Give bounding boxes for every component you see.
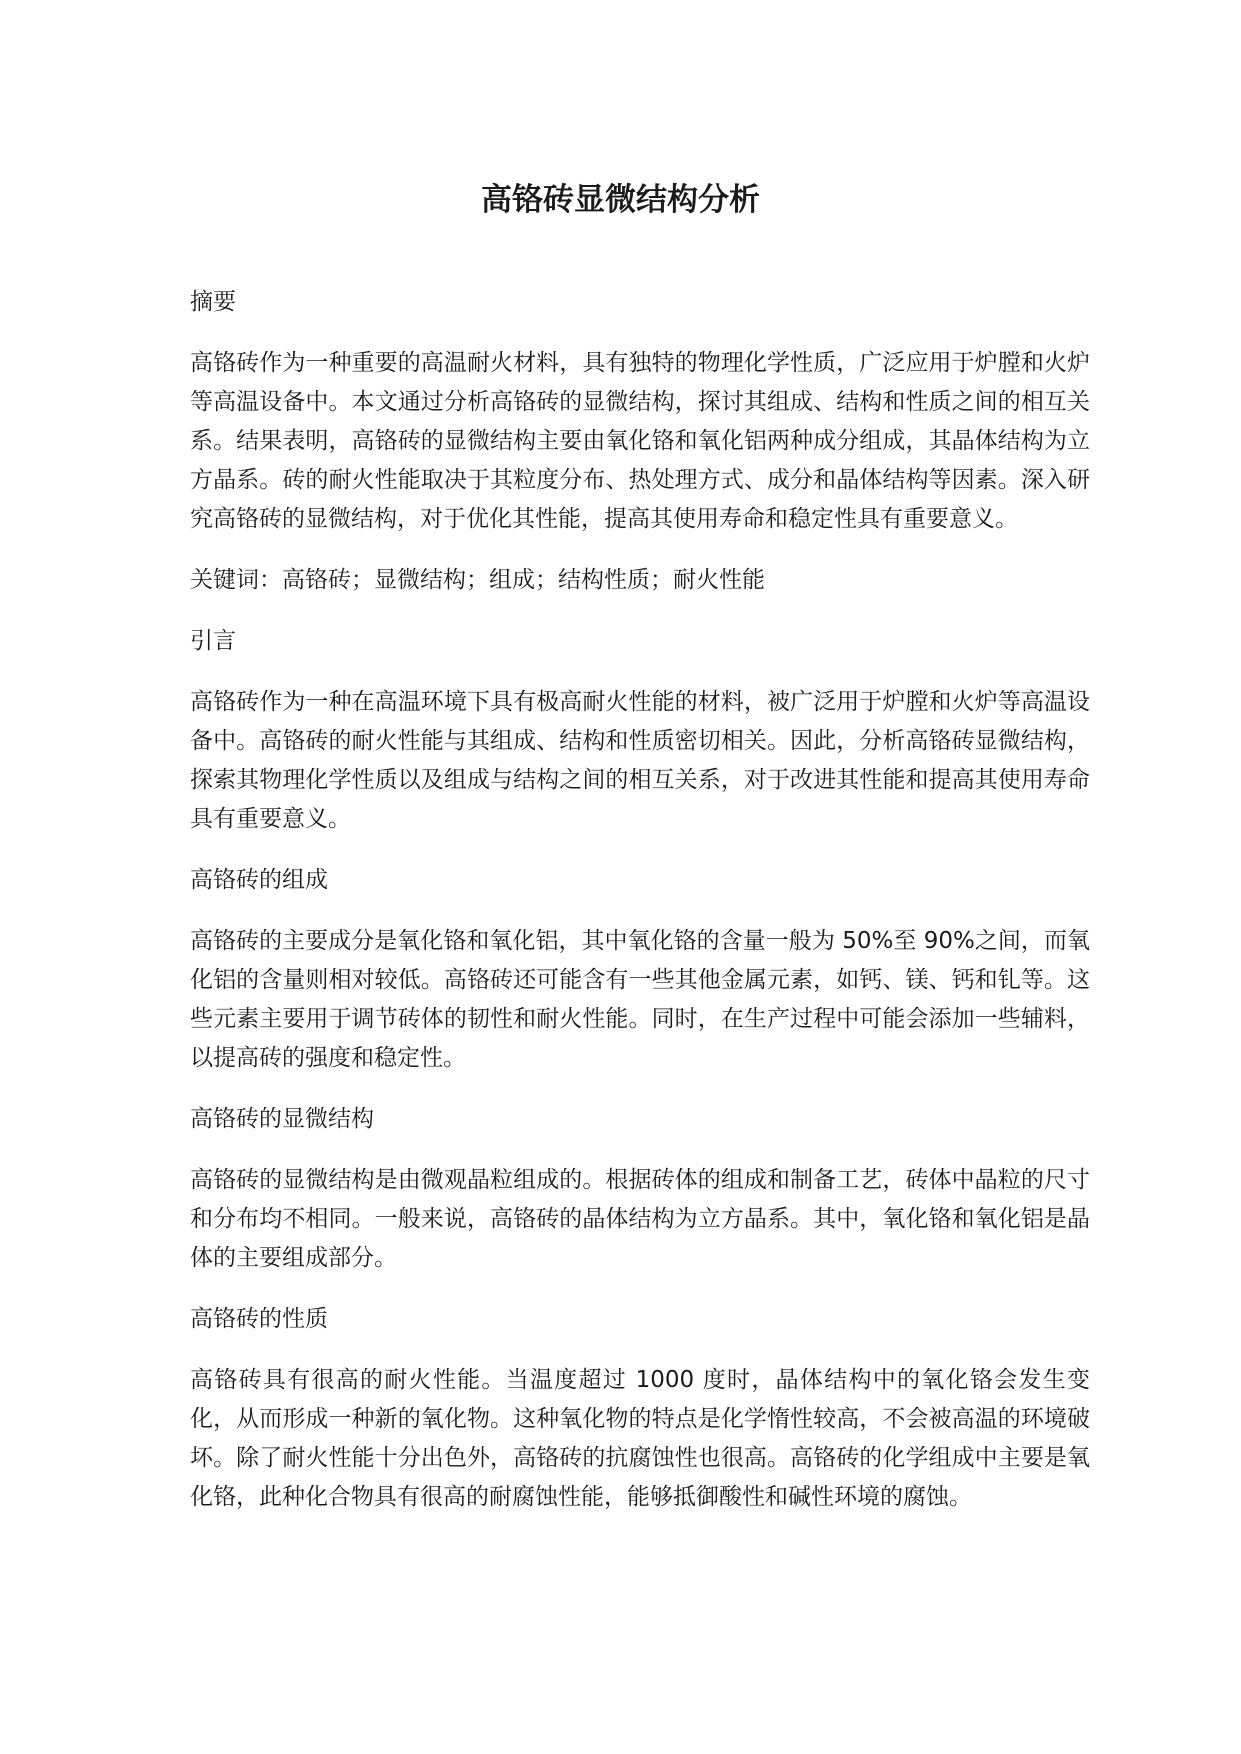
- microstructure-paragraph: 高铬砖的显微结构是由微观晶粒组成的。根据砖体的组成和制备工艺，砖体中晶粒的尺寸和分布均不相同。一般来说，高铬砖的晶体结构为立方晶系。其中，氧化铬和氧化铝是晶体的主要组成部分。: [190, 1167, 1090, 1271]
- abstract-heading: 摘要: [190, 289, 236, 315]
- document-body: [190, 283, 1090, 1539]
- document-title: 高铬砖显微结构分析: [481, 182, 760, 218]
- intro-paragraph: 高铬砖作为一种在高温环境下具有极高耐火性能的材料，被广泛用于炉膛和火炉等高温设备中。高铬砖的耐火性能与其组成、结构和性质密切相关。因此，分析高铬砖显微结构，探索其物理化学性质以及组成与结构之间的相互关系，对于改进其性能和提高其使用寿命具有重要意义。: [190, 689, 1090, 832]
- intro-heading: 引言: [190, 628, 236, 654]
- properties-paragraph: 高铬砖具有很高的耐火性能。当温度超过 1000 度时，晶体结构中的氧化铬会发生变化，从而形成一种新的氧化物。这种氧化物的特点是化学惰性较高，不会被高温的环境破坏。除了耐火性能十分出色外，高铬砖的抗腐蚀性也很高。高铬砖的化学组成中主要是氧化铬，此种化合物具有很高的耐腐蚀性能，能够抵御酸性和碱性环境的腐蚀。: [190, 1367, 1090, 1510]
- composition-paragraph: 高铬砖的主要成分是氧化铬和氧化铝，其中氧化铬的含量一般为 50%至 90%之间，而氧化铝的含量则相对较低。高铬砖还可能含有一些其他金属元素，如钙、镁、钙和钆等。这些元素主要用于调节砖体的韧性和耐火性能。同时，在生产过程中可能会添加一些辅料，以提高砖的强度和稳定性。: [190, 928, 1090, 1071]
- microstructure-heading: 高铬砖的显微结构: [190, 1106, 374, 1132]
- keywords-line: 关键词：高铬砖；显微结构；组成；结构性质；耐火性能: [190, 567, 765, 593]
- abstract-paragraph: 高铬砖作为一种重要的高温耐火材料，具有独特的物理化学性质，广泛应用于炉膛和火炉等高温设备中。本文通过分析高铬砖的显微结构，探讨其组成、结构和性质之间的相互关系。结果表明，高铬砖的显微结构主要由氧化铬和氧化铝两种成分组成，其晶体结构为立方晶系。砖的耐火性能取决于其粒度分布、热处理方式、成分和晶体结构等因素。深入研究高铬砖的显微结构，对于优化其性能，提高其使用寿命和稳定性具有重要意义。: [190, 350, 1090, 532]
- composition-heading: 高铬砖的组成: [190, 867, 328, 893]
- properties-heading: 高铬砖的性质: [190, 1306, 328, 1332]
